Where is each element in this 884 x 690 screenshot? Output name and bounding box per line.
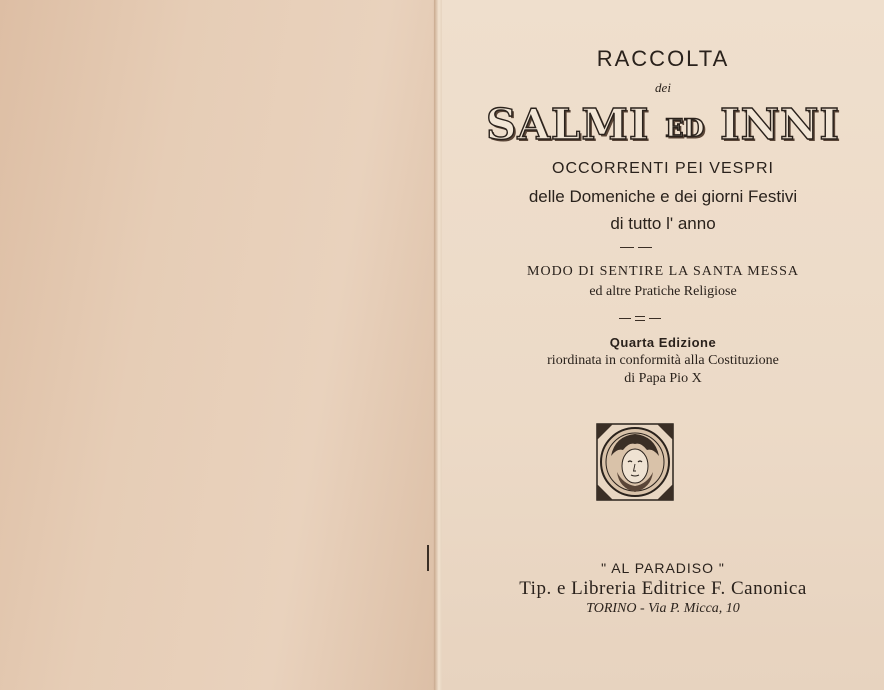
heading-raccolta: RACCOLTA: [596, 46, 730, 71]
title-salmi: SALMI: [485, 100, 650, 149]
divider-rule: [620, 247, 634, 248]
section-modo: MODO DI SENTIRE LA SANTA MESSA: [527, 264, 799, 279]
divider-rule: [649, 318, 661, 319]
main-title: [442, 100, 884, 149]
section-altre: ed altre Pratiche Religiose: [589, 284, 737, 299]
subtitle-anno: di tutto l' anno: [610, 214, 716, 233]
title-ed: ED: [665, 113, 705, 143]
publisher-motto: " AL PARADISO ": [601, 560, 725, 576]
edition-label: Quarta Edizione: [609, 335, 717, 350]
title-inni: INNI: [719, 100, 841, 149]
publisher-name: Tip. e Libreria Editrice F. Canonica: [519, 578, 807, 599]
divider-rule: [638, 247, 652, 248]
left-blank-page: [0, 0, 436, 690]
edition-note: riordinata in conformità alla Costituzione: [547, 353, 779, 368]
heading-dei: dei: [655, 80, 671, 95]
divider-rule: [635, 320, 645, 321]
publisher-address: TORINO - Via P. Micca, 10: [586, 601, 740, 616]
face-medallion-icon: [595, 422, 675, 502]
subtitle-domeniche: delle Domeniche e dei giorni Festivi: [528, 187, 798, 206]
divider-rule: [619, 318, 631, 319]
margin-mark: [427, 545, 429, 571]
subtitle-occorrenti: OCCORRENTI PEI VESPRI: [552, 160, 774, 177]
divider-rule: [635, 316, 645, 317]
title-page: [442, 0, 884, 690]
book-spine: [434, 0, 442, 690]
edition-pope: di Papa Pio X: [624, 371, 702, 386]
